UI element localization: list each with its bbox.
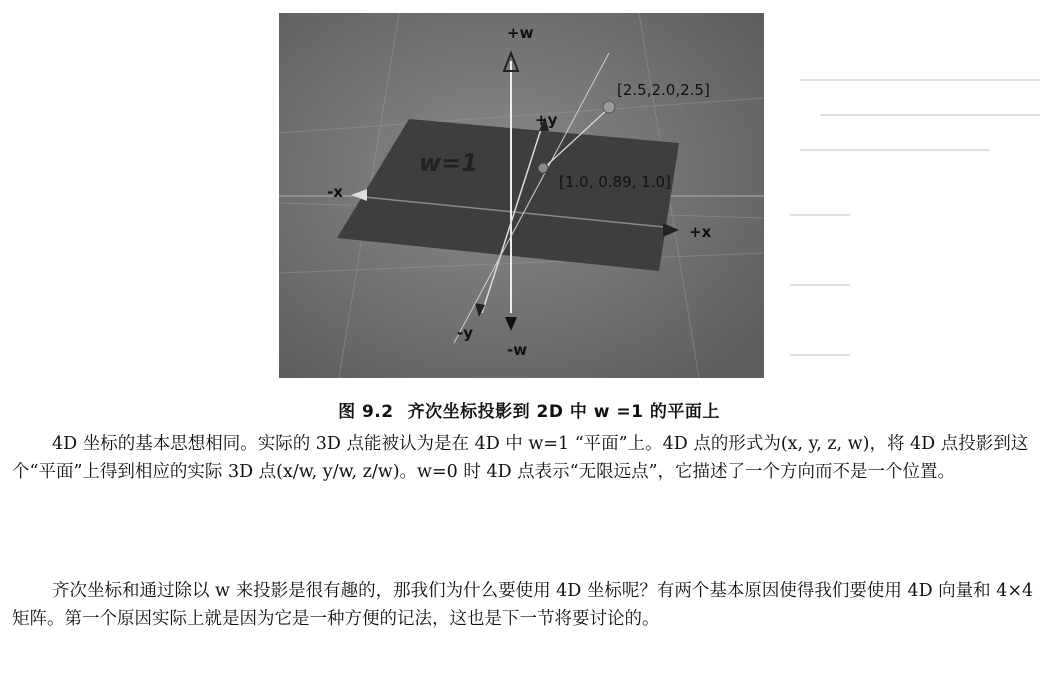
paragraph-1-text: 4D 坐标的基本思想相同。实际的 3D 点能被认为是在 4D 中 w=1 “平面”上。4D 点的形式为(x, y, z, w)，将 4D 点投影到这个“平面”上得到相应的实际 3D 点(x/w, y/w, z/w)。w=0 时 4D 点表示“无限远点”，它描述了一个方向而不是一个位置。 <box>12 434 1029 482</box>
point-4d-label: [2.5,2.0,2.5] <box>617 81 710 99</box>
caption-text: 齐次坐标投影到 2D 中 w =1 的平面上 <box>407 402 720 422</box>
paragraph-2-text: 齐次坐标和通过除以 w 来投影是很有趣的，那我们为什么要使用 4D 坐标呢？有两个基本原因使得我们要使用 4D 向量和 4×4 矩阵。第一个原因实际上就是因为它是一种方便的记法，这也是下一节将要讨论的。 <box>12 581 1034 629</box>
paragraph-1 <box>12 430 1046 486</box>
label-x-pos: +x <box>689 223 712 241</box>
caption-number: 图 9.2 <box>338 402 394 422</box>
label-x-neg: -x <box>327 183 343 201</box>
point-3d-label: [1.0, 0.89, 1.0] <box>559 173 671 191</box>
label-w-neg: -w <box>507 341 528 359</box>
homogeneous-projection-figure <box>279 13 764 378</box>
paragraph-2 <box>12 577 1046 633</box>
bleed-through-graphic <box>790 20 1050 370</box>
label-y-pos: +y <box>535 111 558 129</box>
point-4d-marker <box>603 101 615 113</box>
figure-caption <box>0 397 1058 422</box>
point-3d-marker <box>538 163 548 173</box>
label-w-pos: +w <box>507 24 534 42</box>
bleed-through-marks <box>790 20 1050 370</box>
figure-illustration <box>279 13 764 378</box>
plane-label: w=1 <box>419 149 478 177</box>
label-y-neg: -y <box>457 324 474 342</box>
